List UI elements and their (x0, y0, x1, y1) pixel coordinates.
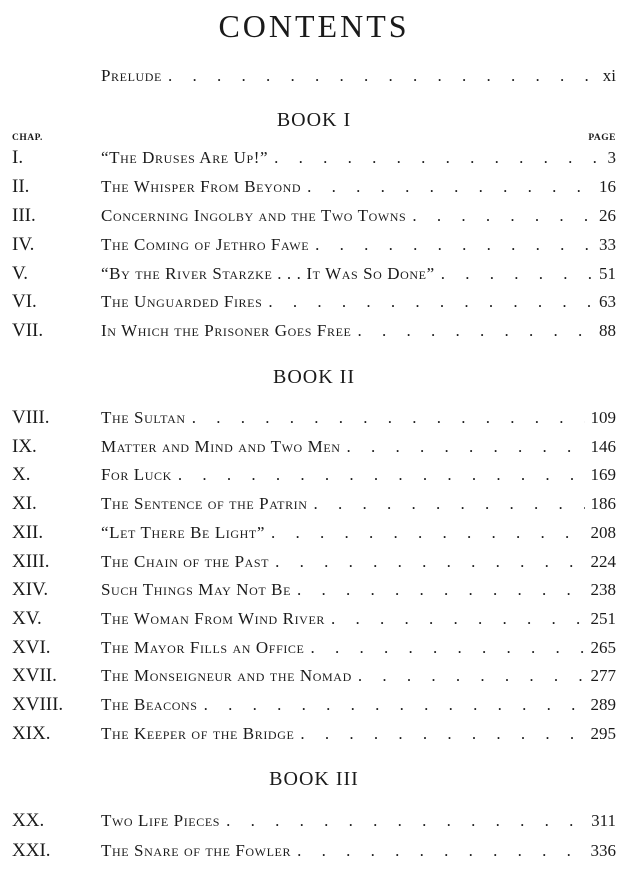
chapter-number: II. (12, 176, 30, 197)
page-title: CONTENTS (218, 8, 410, 44)
chapter-page: 33 (599, 235, 616, 254)
toc-row (0, 462, 628, 488)
chapter-title: Such Things May Not Be (101, 580, 292, 599)
dot-leader (357, 318, 593, 344)
dot-leader (412, 203, 593, 229)
chapter-number: XVII. (12, 665, 57, 686)
chapter-number: III. (12, 205, 36, 226)
dot-leader (310, 635, 584, 661)
chapter-title: The Woman From Wind River (101, 609, 325, 628)
chapter-page: 311 (591, 811, 616, 830)
chapter-title: The Chain of the Past (101, 552, 270, 571)
toc-row (0, 721, 628, 747)
chapter-page: 289 (590, 695, 616, 714)
dot-leader (300, 721, 584, 747)
dot-leader (204, 692, 585, 718)
chapter-page: 265 (590, 638, 616, 657)
chapter-title: The Whisper From Beyond (101, 177, 302, 196)
chapter-page: 186 (590, 494, 616, 513)
chapter-title: Two Life Pieces (101, 811, 221, 830)
dot-leader (347, 434, 585, 460)
chapter-page: 26 (599, 206, 616, 225)
chapter-page: 251 (590, 609, 616, 628)
chapter-page: 88 (599, 321, 616, 340)
chapter-page: 51 (599, 264, 616, 283)
toc-row (0, 145, 628, 171)
prelude-page: xi (602, 66, 616, 85)
toc-row (0, 692, 628, 718)
chapter-number: VIII. (12, 407, 50, 428)
chapter-title: The Mayor Fills an Office (101, 638, 305, 657)
toc-row (0, 261, 628, 287)
dot-leader (297, 577, 584, 603)
dot-leader (192, 405, 585, 431)
chapter-number: XIX. (12, 723, 51, 744)
dot-leader (358, 663, 585, 689)
dot-leader (271, 520, 584, 546)
dot-leader (178, 462, 585, 488)
chapter-title: “The Druses Are Up!” (101, 148, 269, 167)
dot-leader (168, 63, 596, 89)
chapter-number: XXI. (12, 840, 51, 861)
dot-leader (275, 549, 584, 575)
chapter-title: The Snare of the Fowler (101, 841, 292, 860)
chapter-number: XV. (12, 608, 42, 629)
chapter-page: 3 (607, 148, 616, 167)
toc-row (0, 606, 628, 632)
chapter-title: The Beacons (101, 695, 198, 714)
chapter-title: The Sentence of the Patrin (101, 494, 308, 513)
toc-row (0, 318, 628, 344)
toc-row (0, 549, 628, 575)
toc-row (0, 635, 628, 661)
dot-leader (314, 491, 585, 517)
dot-leader (331, 606, 585, 632)
toc-row (0, 577, 628, 603)
chapter-page: 336 (590, 841, 616, 860)
chapter-title: “Let There Be Light” (101, 523, 266, 542)
chapter-number: XIV. (12, 579, 49, 600)
chapter-page: 295 (590, 724, 616, 743)
book-heading: BOOK II (273, 366, 355, 388)
page-label: PAGE (588, 133, 616, 143)
chapter-page: 109 (590, 408, 616, 427)
dot-leader (297, 838, 584, 864)
chapter-page: 16 (599, 177, 616, 196)
chapter-title: The Sultan (101, 408, 186, 427)
chapter-number: V. (12, 263, 29, 284)
chap-label: CHAP. (12, 133, 43, 143)
chapter-number: IV. (12, 234, 35, 255)
chapter-title: The Unguarded Fires (101, 292, 263, 311)
dot-leader (307, 174, 593, 200)
chapter-page: 63 (599, 292, 616, 311)
toc-row (0, 289, 628, 315)
chapter-number: X. (12, 464, 31, 485)
prelude-row (0, 63, 628, 89)
toc-row (0, 838, 628, 864)
chapter-number: XI. (12, 493, 37, 514)
toc-row (0, 434, 628, 460)
dot-leader (226, 808, 585, 834)
prelude-title: Prelude (101, 66, 162, 85)
dot-leader (441, 261, 593, 287)
chapter-number: XII. (12, 522, 44, 543)
chapter-title: Concerning Ingolby and the Two Towns (101, 206, 407, 225)
toc-row (0, 491, 628, 517)
chapter-page: 224 (590, 552, 616, 571)
chapter-number: VI. (12, 291, 37, 312)
chapter-number: XVI. (12, 637, 51, 658)
chapter-page: 238 (590, 580, 616, 599)
toc-row (0, 203, 628, 229)
toc-row (0, 405, 628, 431)
book-heading: BOOK III (269, 768, 359, 790)
chapter-number: IX. (12, 436, 37, 457)
toc-row (0, 520, 628, 546)
chapter-page: 277 (590, 666, 616, 685)
chapter-number: VII. (12, 320, 44, 341)
chapter-page: 208 (590, 523, 616, 542)
chapter-title: The Coming of Jethro Fawe (101, 235, 310, 254)
chapter-title: The Keeper of the Bridge (101, 724, 295, 743)
chapter-number: I. (12, 147, 24, 168)
toc-row (0, 808, 628, 834)
toc-row (0, 174, 628, 200)
chapter-title: For Luck (101, 465, 172, 484)
chapter-number: XX. (12, 810, 45, 831)
chapter-title: In Which the Prisoner Goes Free (101, 321, 352, 340)
chapter-title: “By the River Starzke . . . It Was So Done” (101, 264, 435, 283)
chapter-title: The Monseigneur and the Nomad (101, 666, 352, 685)
chapter-number: XIII. (12, 551, 50, 572)
toc-row (0, 663, 628, 689)
dot-leader (315, 232, 593, 258)
dot-leader (268, 289, 593, 315)
chapter-title: Matter and Mind and Two Men (101, 437, 341, 456)
chapter-number: XVIII. (12, 694, 64, 715)
dot-leader (274, 145, 596, 171)
toc-row (0, 232, 628, 258)
book-heading: BOOK I (276, 109, 352, 131)
chapter-page: 146 (590, 437, 616, 456)
chapter-page: 169 (590, 465, 616, 484)
